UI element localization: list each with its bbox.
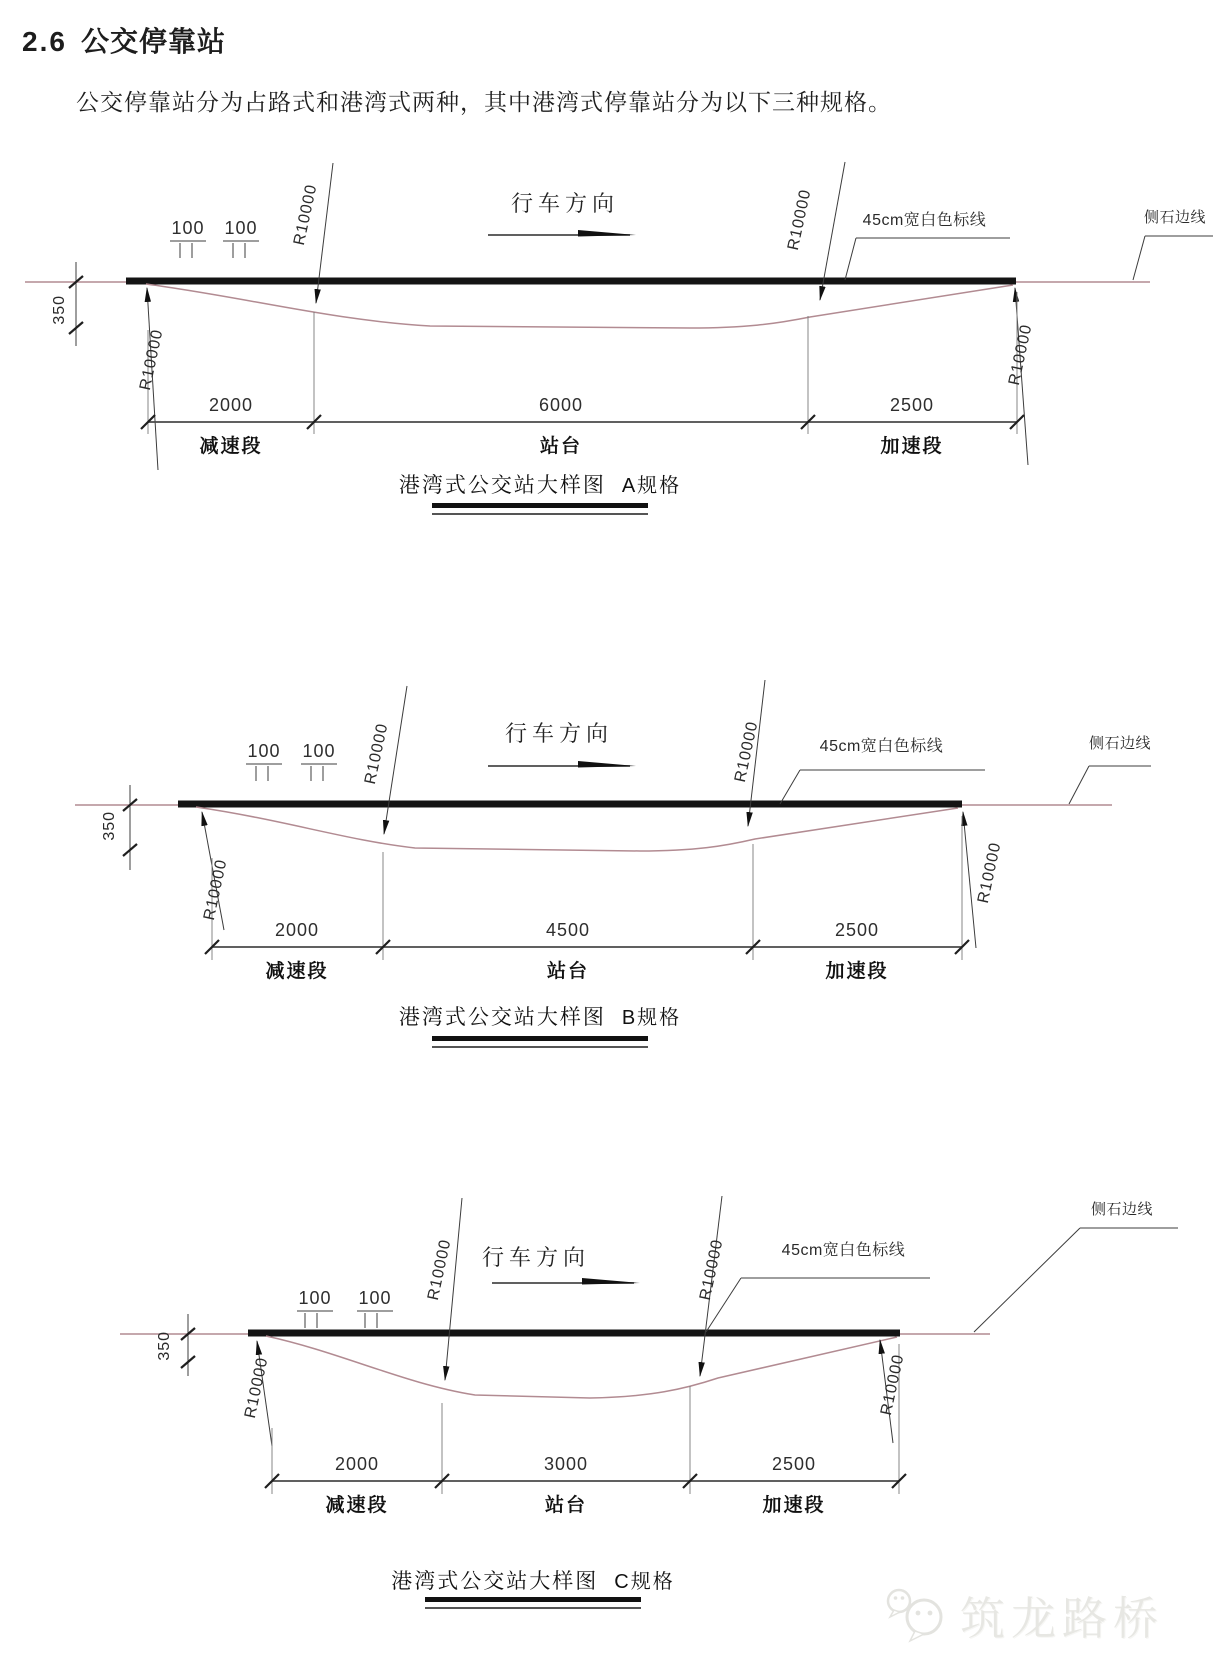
dim-value-platform: 6000 [538, 395, 584, 415]
section-label-platform: 站台 [539, 436, 582, 457]
bay-curve [146, 284, 1013, 328]
radius-label: R10000 [1005, 322, 1036, 387]
radius-label: R10000 [241, 1355, 272, 1420]
bay-curve [196, 807, 958, 851]
radius-label: R10000 [877, 1352, 908, 1417]
radius-label: R10000 [696, 1237, 727, 1302]
driving-direction-label: 行车方向 [504, 721, 613, 746]
offset-dim-label: 100 [358, 1288, 392, 1308]
offset-dim-label: 100 [247, 741, 281, 761]
direction-arrow [488, 230, 636, 237]
white-line-label: 45cm宽白色标线 [781, 1242, 906, 1259]
diagram-spec-a [0, 140, 1215, 535]
caption-underline [432, 1046, 648, 1048]
dim-value-accel: 2500 [889, 395, 935, 415]
radius-label: R10000 [784, 187, 815, 252]
offset-dim-label: 100 [224, 218, 258, 238]
section-number: 2.6 [22, 26, 67, 57]
driving-direction-label: 行车方向 [481, 1245, 590, 1270]
curb-line-label: 侧石边线 [1090, 1201, 1153, 1218]
watermark-chat-logo [884, 1585, 950, 1645]
section-label-accel: 加速段 [825, 961, 889, 982]
caption-underline [425, 1607, 641, 1609]
dim-value-platform: 3000 [543, 1454, 589, 1474]
caption-underline [425, 1597, 641, 1602]
depth-dimension [181, 1314, 195, 1376]
spec-label: A规格 [621, 475, 682, 497]
white-line-label: 45cm宽白色标线 [819, 738, 944, 755]
dim-value-accel: 2500 [834, 920, 880, 940]
section-title: 公交停靠站 [80, 26, 226, 57]
diagram-spec-b [0, 618, 1215, 1070]
white-line-label: 45cm宽白色标线 [862, 212, 987, 229]
dim-value-decel: 2000 [208, 395, 254, 415]
road-lines [25, 281, 1150, 282]
section-label-platform: 站台 [544, 1495, 587, 1516]
diagram-caption: 港湾式公交站大样图 A规格 [398, 474, 682, 497]
offset-ticks [246, 764, 337, 781]
radius-label: R10000 [424, 1237, 455, 1302]
section-label-accel: 加速段 [880, 436, 944, 457]
spec-label: B规格 [621, 1007, 682, 1029]
offset-ticks [170, 241, 259, 258]
dim-value-decel: 2000 [334, 1454, 380, 1474]
watermark [884, 1582, 1164, 1647]
road-lines [120, 1333, 990, 1334]
section-label-platform: 站台 [546, 961, 589, 982]
diagram-caption: 港湾式公交站大样图 B规格 [398, 1006, 682, 1029]
spec-label: C规格 [614, 1571, 675, 1593]
caption-underline [432, 513, 648, 515]
direction-arrow [488, 761, 636, 768]
bay-curve [266, 1336, 897, 1398]
radius-label: R10000 [361, 721, 392, 786]
caption-underline [432, 503, 648, 508]
radius-label: R10000 [200, 857, 231, 922]
section-label-decel: 减速段 [325, 1495, 389, 1516]
offset-dim-label: 100 [302, 741, 336, 761]
depth-dim-label: 350 [156, 1330, 174, 1361]
section-label-accel: 加速段 [762, 1495, 826, 1516]
offset-dim-label: 100 [298, 1288, 332, 1308]
dim-value-accel: 2500 [771, 1454, 817, 1474]
section-label-decel: 减速段 [265, 961, 329, 982]
depth-dimension [69, 262, 83, 346]
depth-dimension [123, 785, 137, 870]
caption-underline [432, 1036, 648, 1041]
radius-label: R10000 [136, 327, 167, 392]
diagram-caption: 港湾式公交站大样图 C规格 [391, 1570, 675, 1593]
curb-line-label: 侧石边线 [1143, 209, 1206, 226]
radius-label: R10000 [731, 719, 762, 784]
radius-label: R10000 [974, 840, 1005, 905]
radius-label: R10000 [290, 182, 321, 247]
watermark-text: 筑龙路桥 [960, 1593, 1165, 1644]
diagram-b-drawing [0, 618, 1215, 1070]
page-title [22, 20, 226, 60]
direction-arrow [492, 1278, 640, 1285]
offset-dim-label: 100 [171, 218, 205, 238]
depth-dim-label: 350 [101, 810, 119, 841]
leader-lines [202, 680, 1151, 948]
driving-direction-label: 行车方向 [510, 191, 619, 216]
road-lines [75, 804, 1112, 805]
section-label-decel: 减速段 [199, 436, 263, 457]
intro-paragraph: 公交停靠站分为占路式和港湾式两种，其中港湾式停靠站分为以下三种规格。 [76, 89, 892, 115]
curb-line-label: 侧石边线 [1088, 735, 1151, 752]
offset-ticks [297, 1311, 393, 1328]
depth-dim-label: 350 [51, 294, 69, 325]
dim-value-platform: 4500 [545, 920, 591, 940]
dim-value-decel: 2000 [274, 920, 320, 940]
